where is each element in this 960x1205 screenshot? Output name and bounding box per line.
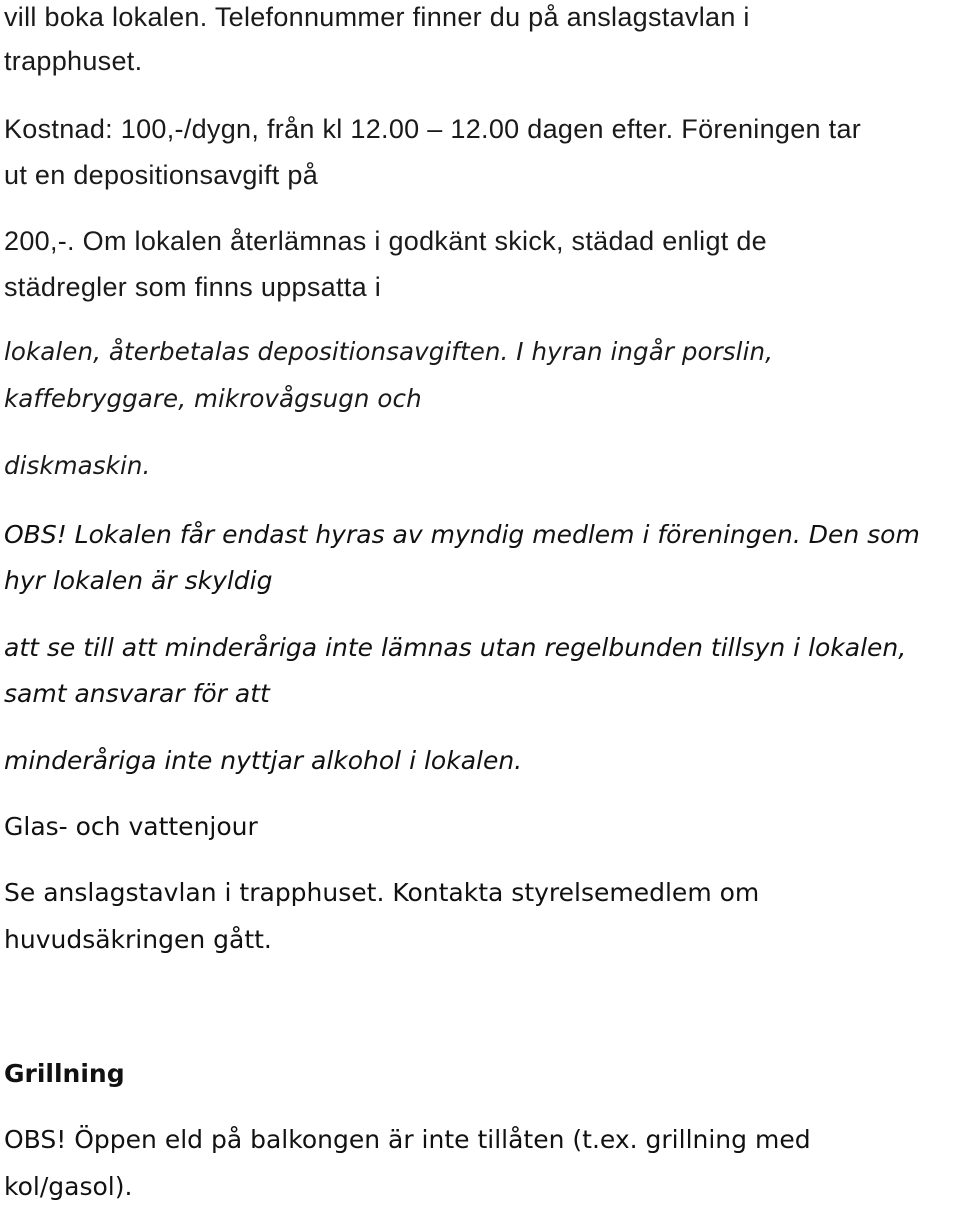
cost-text-line-2: ut en depositionsavgift på (4, 160, 319, 190)
notice-text-line-2: huvudsäkringen gått. (4, 925, 272, 954)
dishwasher-text-line: diskmaskin. (4, 451, 151, 480)
deposit-text-line-1: 200,-. Om lokalen återlämnas i godkänt skick, städad enligt de (4, 226, 767, 256)
obs-text-line-2: hyr lokalen är skyldig (4, 566, 273, 595)
notice-text-line-1: Se anslagstavlan i trapphuset. Kontakta styrelsemedlem om (4, 878, 760, 907)
refund-text-line-2: kaffebryggare, mikrovågsugn och (4, 384, 422, 413)
minors-text-line-1: att se till att minderåriga inte lämnas utan regelbunden tillsyn i lokalen, (4, 633, 907, 662)
water-service-heading: Glas- och vattenjour (4, 812, 258, 841)
refund-text-line-1: lokalen, återbetalas depositionsavgiften. I hyran ingår porslin, (4, 337, 773, 366)
booking-text-line-2: trapphuset. (4, 46, 143, 76)
cost-text-line-1: Kostnad: 100,-/dygn, från kl 12.00 – 12.00 dagen efter. Föreningen tar (4, 114, 862, 144)
grilling-heading: Grillning (4, 1059, 125, 1088)
booking-text-line-1: vill boka lokalen. Telefonnummer finner du på anslagstavlan i (4, 2, 750, 32)
grilling-text-line-1: OBS! Öppen eld på balkongen är inte tillåten (t.ex. grillning med (4, 1125, 811, 1154)
deposit-text-line-2: städregler som finns uppsatta i (4, 272, 381, 302)
minors-text-line-2: samt ansvarar för att (4, 679, 270, 708)
obs-text-line-1: OBS! Lokalen får endast hyras av myndig medlem i föreningen. Den som (4, 520, 920, 549)
alcohol-text-line: minderåriga inte nyttjar alkohol i lokalen. (4, 746, 523, 775)
grilling-text-line-2: kol/gasol). (4, 1172, 133, 1201)
